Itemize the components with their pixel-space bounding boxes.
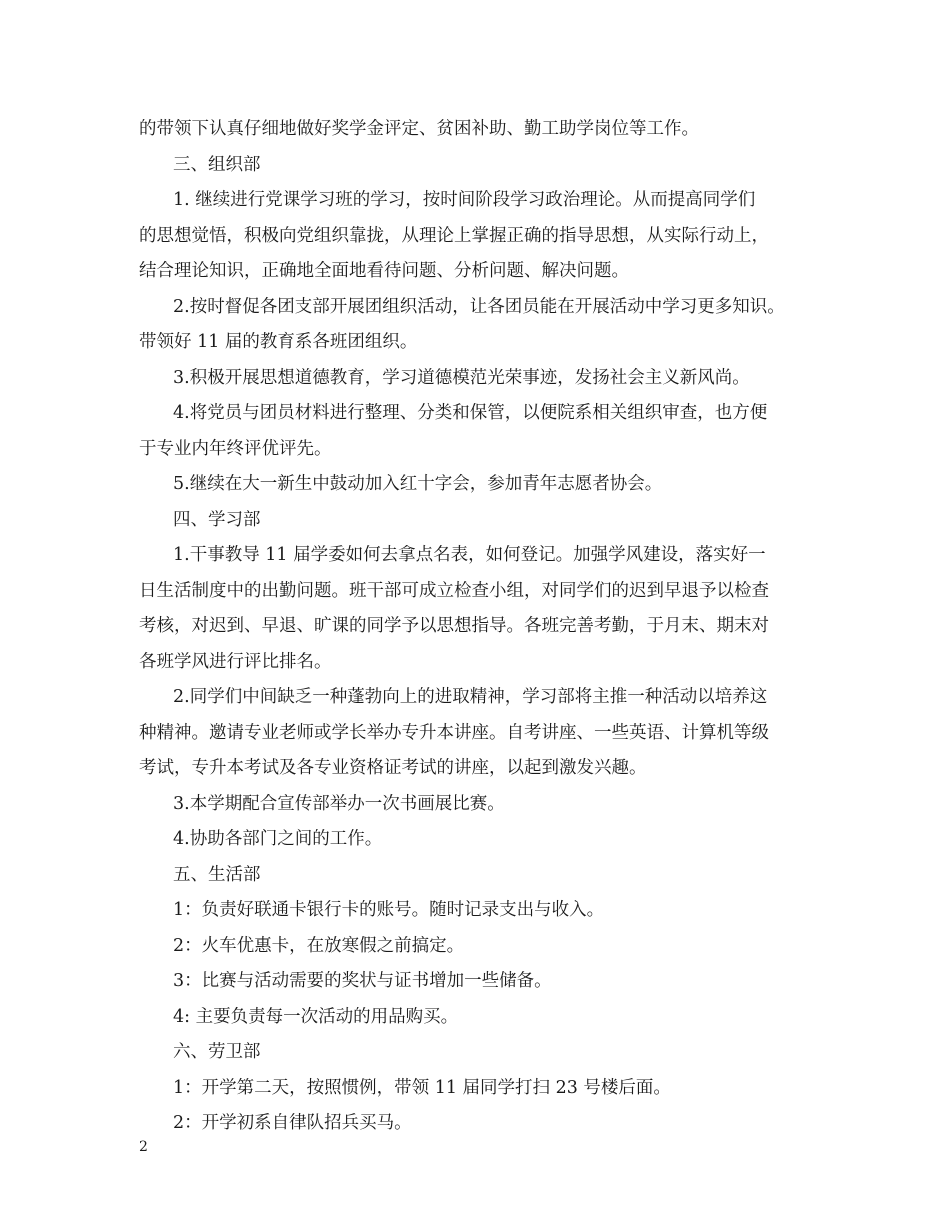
text-line: 各班学风进行评比排名。 — [139, 651, 332, 672]
document-body — [139, 112, 827, 1142]
text-line: 1. 继续进行党课学习班的学习，按时间阶段学习政治理论。从而提高同学们 — [173, 190, 756, 210]
text-line: 结合理论知识，正确地全面地看待问题、分析问题、解决问题。 — [139, 261, 629, 281]
text-line: 3.本学期配合宣传部举办一次书画展比赛。 — [173, 793, 505, 814]
text-line: 5.继续在大一新生中鼓动加入红十字会，参加青年志愿者协会。 — [173, 474, 663, 494]
text-line: 4.协助各部门之间的工作。 — [173, 829, 383, 849]
text-line: 考核，对迟到、早退、旷课的同学予以思想指导。各班完善考勤，于月末、期末对 — [139, 616, 769, 636]
text-line: 于专业内年终评优评先。 — [139, 438, 332, 459]
text-line: 3：比赛与活动需要的奖状与证书增加一些储备。 — [173, 971, 552, 991]
text-line: 的思想觉悟，积极向党组织靠拢，从理论上掌握正确的指导思想，从实际行动上， — [139, 225, 769, 246]
text-line: 的带领下认真仔细地做好奖学金评定、贫困补助、勤工助学岗位等工作。 — [139, 119, 699, 139]
text-line: 三、组织部 — [173, 154, 261, 175]
text-line: 4.将党员与团员材料进行整理、分类和保管，以便院系相关组织审查，也方便 — [173, 403, 768, 423]
text-line: 四、学习部 — [173, 509, 261, 530]
text-line: 1：开学第二天，按照惯例，带领 11 届同学打扫 23 号楼后面。 — [173, 1077, 671, 1098]
text-line: 4: 主要负责每一次活动的用品购买。 — [173, 1006, 459, 1027]
text-line: 2.同学们中间缺乏一种蓬勃向上的进取精神，学习部将主推一种活动以培养这 — [173, 687, 768, 707]
text-line: 1.干事教导 11 届学委如何去拿点名表，如何登记。加强学风建设，落实好一 — [173, 545, 766, 565]
text-line: 1：负责好联通卡银行卡的账号。随时记录支出与收入。 — [173, 900, 605, 920]
text-line: 考试，专升本考试及各专业资格证考试的讲座，以起到激发兴趣。 — [139, 758, 647, 778]
text-line: 带领好 11 届的教育系各班团组织。 — [139, 332, 418, 352]
page-number: 2 — [139, 1139, 148, 1155]
text-line: 2：开学初系自律队招兵买马。 — [173, 1113, 412, 1133]
text-line: 种精神。邀请专业老师或学长举办专升本讲座。自考讲座、一些英语、计算机等级 — [139, 722, 769, 743]
text-line: 五、生活部 — [173, 864, 261, 885]
text-line: 六、劳卫部 — [173, 1042, 261, 1062]
text-line: 2.按时督促各团支部开展团组织活动，让各团员能在开展活动中学习更多知识。 — [173, 296, 785, 317]
text-line: 3.积极开展思想道德教育，学习道德模范光荣事迹，发扬社会主义新风尚。 — [173, 367, 750, 388]
text-line: 2：火车优惠卡，在放寒假之前搞定。 — [173, 935, 465, 956]
text-line: 日生活制度中的出勤问题。班干部可成立检查小组，对同学们的迟到早退予以检查 — [139, 580, 769, 601]
